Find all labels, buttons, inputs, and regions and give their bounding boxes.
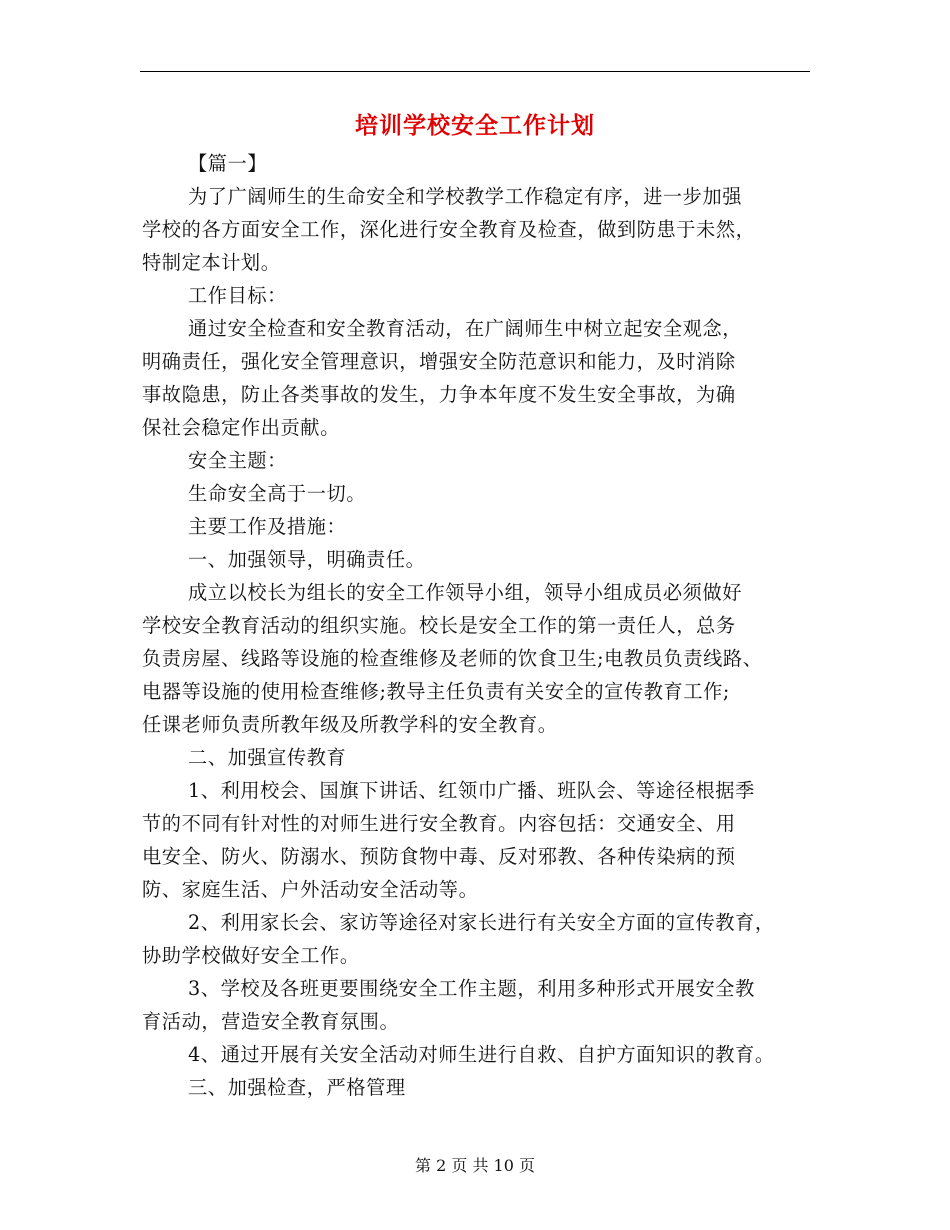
paragraph-first-line: 【篇一】: [188, 152, 268, 175]
paragraph-first-line: 为了广阔师生的生命安全和学校教学工作稳定有序，进一步加强: [188, 185, 743, 208]
paragraph-line: 学校的各方面安全工作，深化进行安全教育及检查，做到防患于未然，: [142, 218, 756, 241]
header-rule: [140, 71, 810, 72]
paragraph-first-line: 3、学校及各班更要围绕安全工作主题，利用多种形式开展安全教: [188, 977, 755, 1000]
paragraph-line: 特制定本计划。: [142, 251, 281, 274]
paragraph-line: 明确责任，强化安全管理意识，增强安全防范意识和能力，及时消除: [142, 350, 736, 373]
paragraph-first-line: 通过安全检查和安全教育活动，在广阔师生中树立起安全观念，: [188, 317, 743, 340]
paragraph-line: 育活动，营造安全教育氛围。: [142, 1010, 400, 1033]
document-title: 培训学校安全工作计划: [355, 113, 595, 139]
paragraph-first-line: 主要工作及措施：: [188, 515, 347, 538]
paragraph-first-line: 生命安全高于一切。: [188, 482, 367, 505]
paragraph-first-line: 二、加强宣传教育: [188, 746, 347, 769]
paragraph-first-line: 三、加强检查，严格管理: [188, 1076, 406, 1099]
paragraph-first-line: 一、加强领导，明确责任。: [188, 548, 426, 571]
document-body: [142, 147, 814, 1104]
paragraph-line: 负责房屋、线路等设施的检查维修及老师的饮食卫生;电教员负责线路、: [142, 647, 763, 670]
paragraph-first-line: 1、利用校会、国旗下讲话、红领巾广播、班队会、等途径根据季: [188, 779, 755, 802]
paragraph-first-line: 4、通过开展有关安全活动对师生进行自救、自护方面知识的教育。: [188, 1043, 775, 1066]
paragraph-line: 学校安全教育活动的组织实施。校长是安全工作的第一责任人，总务: [142, 614, 736, 637]
paragraph-line: 电安全、防火、防溺水、预防食物中毒、反对邪教、各种传染病的预: [142, 845, 736, 868]
paragraph-first-line: 工作目标：: [188, 284, 287, 307]
page-number-footer: 第 2 页 共 10 页: [415, 1156, 535, 1175]
paragraph-first-line: 安全主题：: [188, 449, 287, 472]
paragraph-first-line: 成立以校长为组长的安全工作领导小组，领导小组成员必须做好: [188, 581, 743, 604]
paragraph-line: 事故隐患，防止各类事故的发生，力争本年度不发生安全事故，为确: [142, 383, 736, 406]
paragraph-first-line: 2、利用家长会、家访等途径对家长进行有关安全方面的宣传教育，: [188, 911, 775, 934]
paragraph-line: 保社会稳定作出贡献。: [142, 416, 340, 439]
paragraph-line: 任课老师负责所教年级及所教学科的安全教育。: [142, 713, 558, 736]
paragraph-line: 协助学校做好安全工作。: [142, 944, 360, 967]
paragraph-line: 防、家庭生活、户外活动安全活动等。: [142, 878, 479, 901]
paragraph-line: 电器等设施的使用检查维修;教导主任负责有关安全的宣传教育工作;: [142, 680, 730, 703]
paragraph-line: 节的不同有针对性的对师生进行安全教育。内容包括：交通安全、用: [142, 812, 736, 835]
